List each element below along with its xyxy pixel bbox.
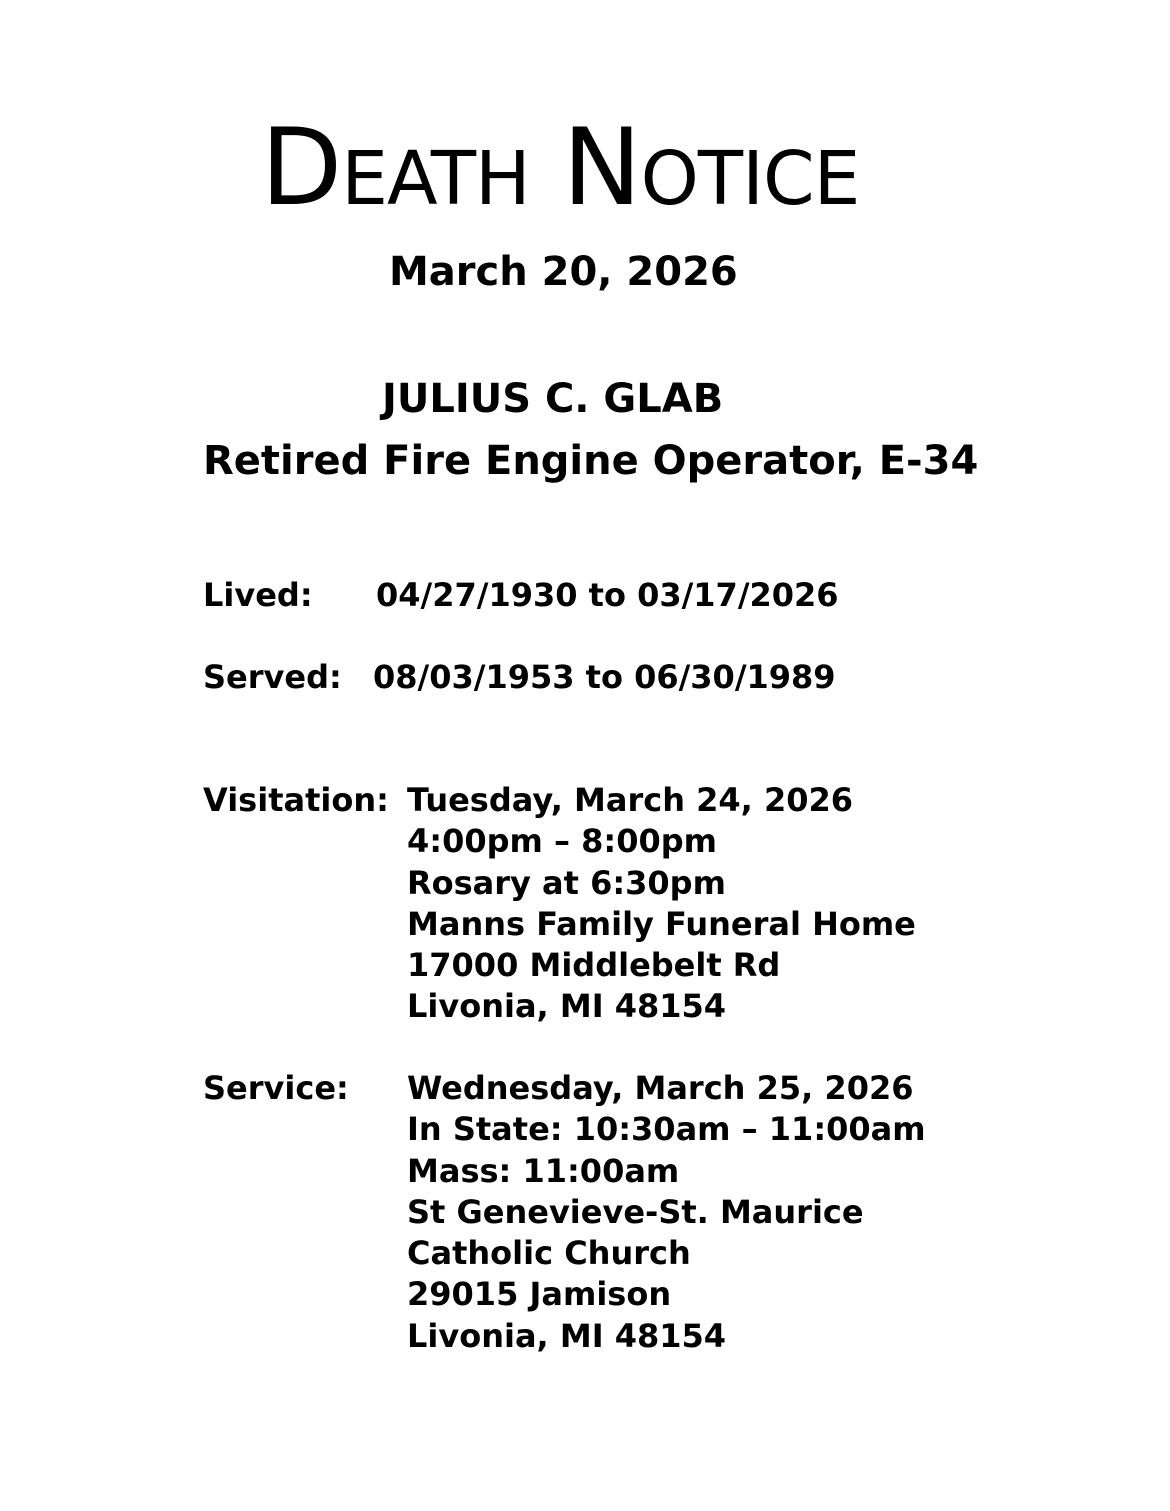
visitation-details bbox=[407, 780, 916, 1028]
visitation-line: Tuesday, March 24, 2026 bbox=[407, 781, 854, 819]
service-line: Livonia, MI 48154 bbox=[407, 1316, 727, 1355]
lived-label: Lived: bbox=[203, 576, 313, 614]
service-label: Service: bbox=[203, 1069, 349, 1107]
service-line: St Genevieve-St. Maurice bbox=[407, 1192, 864, 1231]
service-line: 29015 Jamison bbox=[407, 1275, 672, 1314]
notice-date: March 20, 2026 bbox=[389, 249, 738, 295]
service-line: In State: 10:30am – 11:00am bbox=[407, 1110, 926, 1149]
deceased-name: JULIUS C. GLAB bbox=[382, 376, 724, 422]
visitation-line: Manns Family Funeral Home bbox=[407, 904, 916, 943]
service-line: Catholic Church bbox=[407, 1234, 691, 1273]
visitation-line: 17000 Middlebelt Rd bbox=[407, 946, 781, 985]
served-label: Served: bbox=[203, 658, 342, 696]
service-details bbox=[407, 1068, 926, 1357]
served-dates: 08/03/1953 to 06/30/1989 bbox=[373, 658, 836, 696]
service-line: Mass: 11:00am bbox=[407, 1151, 680, 1190]
service-line: Wednesday, March 25, 2026 bbox=[407, 1069, 914, 1107]
visitation-label: Visitation: bbox=[203, 781, 389, 819]
visitation-line: 4:00pm – 8:00pm bbox=[407, 822, 717, 861]
notice-title: Death Notice bbox=[260, 106, 860, 229]
lived-dates: 04/27/1930 to 03/17/2026 bbox=[376, 576, 839, 614]
deceased-rank: Retired Fire Engine Operator, E-34 bbox=[203, 438, 979, 484]
visitation-line: Livonia, MI 48154 bbox=[407, 987, 727, 1026]
visitation-line: Rosary at 6:30pm bbox=[407, 863, 726, 902]
